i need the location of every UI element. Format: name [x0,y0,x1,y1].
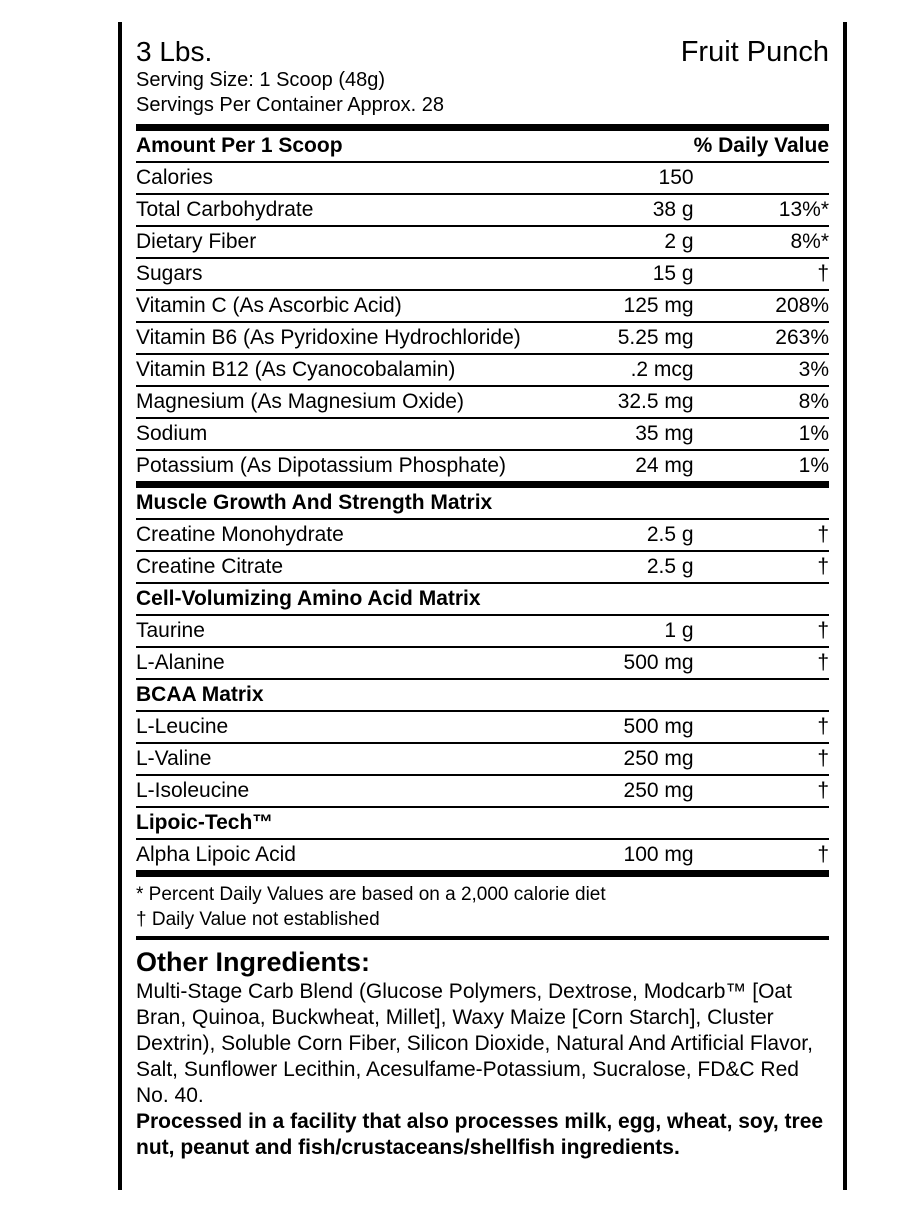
nutrient-amount [544,485,694,520]
nutrient-amount: 500 mg [544,711,694,743]
nutrient-name: Dietary Fiber [136,226,544,258]
nutrient-amount: 1 g [544,615,694,647]
table-header-row [136,131,829,162]
nutrient-name: Sodium [136,418,544,450]
nutrition-facts-panel [118,22,847,1190]
table-row [136,839,829,874]
footnote-percent-dv: * Percent Daily Values are based on a 2,000 calorie diet [136,884,606,905]
nutrient-amount: 2.5 g [544,551,694,583]
nutrient-name: BCAA Matrix [136,679,544,711]
nutrient-daily-value: 208% [694,290,829,322]
nutrient-name: L-Valine [136,743,544,775]
table-row [136,583,829,615]
nutrient-amount: 100 mg [544,839,694,874]
nutrient-name: Vitamin C (As Ascorbic Acid) [136,290,544,322]
nutrient-name: L-Isoleucine [136,775,544,807]
nutrient-daily-value: 13%* [694,194,829,226]
nutrient-amount: 38 g [544,194,694,226]
nutrient-daily-value: † [694,775,829,807]
nutrient-amount: .2 mcg [544,354,694,386]
nutrient-daily-value [694,679,829,711]
serving-size: Serving Size: 1 Scoop (48g) [136,69,386,91]
nutrient-daily-value: † [694,258,829,290]
table-row [136,290,829,322]
nutrient-amount: 32.5 mg [544,386,694,418]
nutrient-daily-value: 8% [694,386,829,418]
table-row [136,226,829,258]
nutrient-name: Creatine Citrate [136,551,544,583]
table-row [136,711,829,743]
nutrient-name: L-Leucine [136,711,544,743]
nutrient-amount [544,583,694,615]
nutrient-amount: 35 mg [544,418,694,450]
nutrient-amount [544,679,694,711]
nutrient-name: Total Carbohydrate [136,194,544,226]
nutrient-name: Lipoic-Tech™ [136,807,544,839]
allergen-warning: Processed in a facility that also processes milk, egg, wheat, soy, tree nut, peanut and fish/crustaceans/shellfish ingredients. [136,1110,824,1159]
nutrient-daily-value: 3% [694,354,829,386]
nutrient-amount: 5.25 mg [544,322,694,354]
nutrient-daily-value [694,807,829,839]
nutrient-amount: 250 mg [544,743,694,775]
nutrient-name: Creatine Monohydrate [136,519,544,551]
nutrient-amount: 500 mg [544,647,694,679]
nutrient-name: Muscle Growth And Strength Matrix [136,485,544,520]
nutrient-amount: 24 mg [544,450,694,485]
other-ingredients-body: Multi-Stage Carb Blend (Glucose Polymers, Dextrose, Modcarb™ [Oat Bran, Quinoa, Buckwheat, Millet], Waxy Maize [Corn Starch], Cluster Dextrin), Soluble Corn Fiber, Silicon Dioxide, Natural And Artificial Flavor, Salt, Sunflower Lecithin, Acesulfame-Potassium, Sucralose, FD&C Red No. 40. [136,980,813,1107]
nutrient-daily-value: 263% [694,322,829,354]
table-row [136,162,829,194]
nutrient-daily-value: 1% [694,450,829,485]
table-row [136,485,829,520]
nutrient-name: Magnesium (As Magnesium Oxide) [136,386,544,418]
nutrient-daily-value: † [694,647,829,679]
nutrient-daily-value: 8%* [694,226,829,258]
footnotes [136,877,829,936]
table-row [136,615,829,647]
nutrient-name: Sugars [136,258,544,290]
other-ingredients-title: Other Ingredients: [136,947,371,977]
table-row [136,258,829,290]
table-row [136,743,829,775]
nutrient-name: Potassium (As Dipotassium Phosphate) [136,450,544,485]
nutrient-amount: 2.5 g [544,519,694,551]
nutrient-daily-value [694,485,829,520]
table-row [136,807,829,839]
nutrient-amount: 125 mg [544,290,694,322]
servings-per-container: Servings Per Container Approx. 28 [136,94,444,116]
nutrient-amount: 15 g [544,258,694,290]
nutrition-table [136,131,829,877]
nutrient-name: Taurine [136,615,544,647]
nutrient-daily-value: † [694,711,829,743]
nutrient-name: Vitamin B6 (As Pyridoxine Hydrochloride) [136,322,544,354]
table-row [136,322,829,354]
table-row [136,418,829,450]
daily-value-header: % Daily Value [694,131,829,162]
table-row [136,450,829,485]
nutrient-name: Vitamin B12 (As Cyanocobalamin) [136,354,544,386]
nutrient-daily-value: † [694,551,829,583]
nutrient-daily-value [694,162,829,194]
table-row [136,775,829,807]
header-divider [136,124,829,131]
table-row [136,647,829,679]
package-size: 3 Lbs. [136,36,213,67]
nutrient-amount: 2 g [544,226,694,258]
nutrient-daily-value [694,583,829,615]
nutrient-name: Cell-Volumizing Amino Acid Matrix [136,583,544,615]
nutrient-daily-value: 1% [694,418,829,450]
nutrient-name: Calories [136,162,544,194]
table-row [136,386,829,418]
table-row [136,519,829,551]
nutrient-daily-value: † [694,519,829,551]
flavor-name: Fruit Punch [680,36,829,68]
nutrient-daily-value: † [694,743,829,775]
footnote-dagger: † Daily Value not established [136,909,380,930]
nutrient-daily-value: † [694,839,829,874]
nutrient-amount [544,807,694,839]
nutrient-amount: 150 [544,162,694,194]
table-row [136,194,829,226]
nutrient-amount: 250 mg [544,775,694,807]
nutrient-daily-value: † [694,615,829,647]
table-row [136,354,829,386]
nutrient-name: L-Alanine [136,647,544,679]
amount-per-header: Amount Per 1 Scoop [136,131,544,162]
table-row [136,679,829,711]
label-header [136,22,829,68]
nutrient-name: Alpha Lipoic Acid [136,839,544,874]
table-row [136,551,829,583]
